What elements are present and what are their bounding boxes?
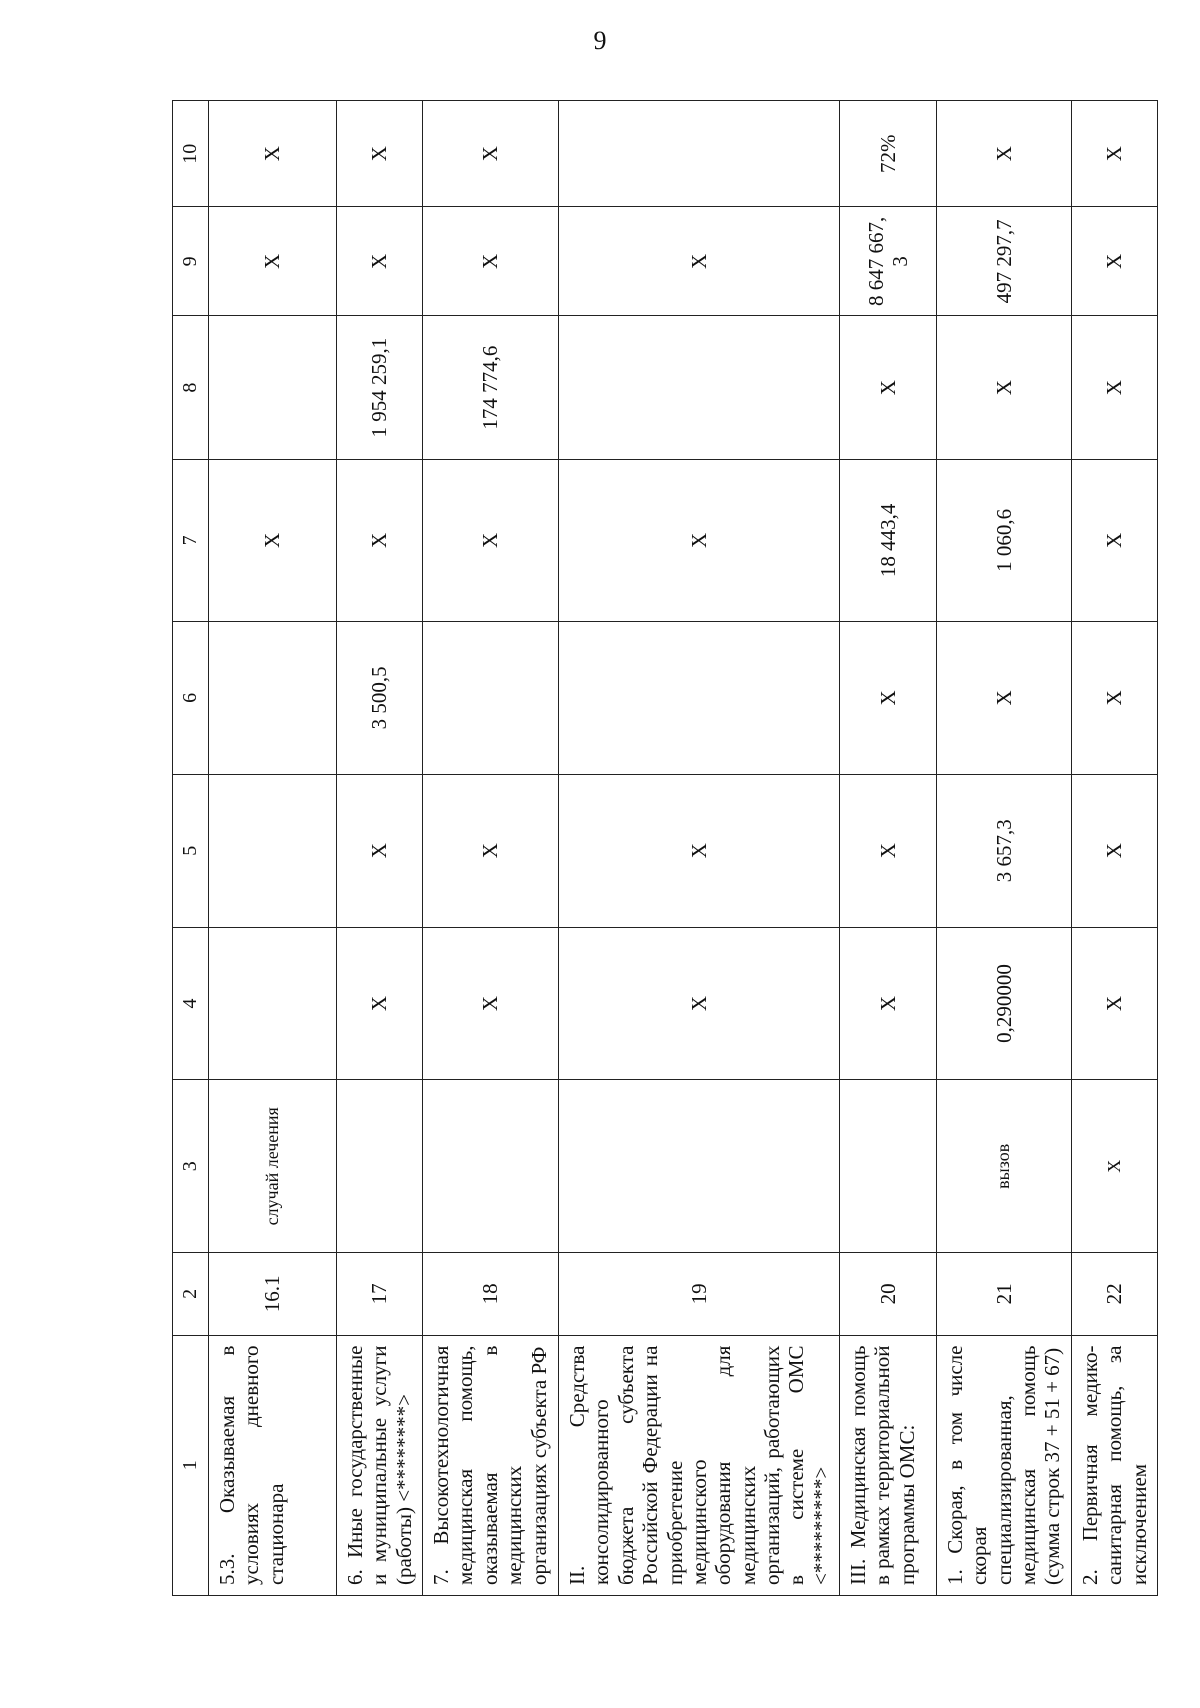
row-name: 2. Первичная медико-санитарная помощь, за исключением [1071, 1335, 1157, 1595]
column-number: 6 [173, 621, 209, 774]
cell: Х [559, 927, 840, 1080]
column-number: 1 [173, 1335, 209, 1595]
cell: Х [1071, 459, 1157, 621]
table-row [559, 101, 840, 1596]
row-line-number: 20 [840, 1253, 937, 1335]
cell [209, 316, 337, 460]
cell: Х [559, 207, 840, 316]
cell: Х [1071, 207, 1157, 316]
table-row [209, 101, 337, 1596]
cell [209, 774, 337, 927]
table-row [937, 101, 1072, 1596]
cell: Х [423, 459, 559, 621]
cell: Х [1071, 927, 1157, 1080]
cell: Х [1071, 316, 1157, 460]
row-unit [337, 1080, 423, 1253]
row-line-number: 22 [1071, 1253, 1157, 1335]
cell [559, 316, 840, 460]
column-number: 8 [173, 316, 209, 460]
row-name: 7. Высокотехнологичная медицинская помощь, оказываемая в медицинских организациях субъекта РФ [423, 1335, 559, 1595]
row-name: 1. Скорая, в том числе скорая специализированная, медицинская помощь (сумма строк 37 + 51 + 67) [937, 1335, 1072, 1595]
cell: Х [423, 774, 559, 927]
cell: Х [423, 207, 559, 316]
row-line-number: 18 [423, 1253, 559, 1335]
cell: Х [937, 316, 1072, 460]
row-unit: вызов [937, 1080, 1072, 1253]
cell [209, 927, 337, 1080]
column-number: 9 [173, 207, 209, 316]
cell [559, 621, 840, 774]
cell [423, 621, 559, 774]
row-unit [423, 1080, 559, 1253]
cell: 497 297,7 [937, 207, 1072, 316]
cell: Х [337, 927, 423, 1080]
column-number: 10 [173, 101, 209, 207]
column-number: 7 [173, 459, 209, 621]
row-unit: случай лечения [209, 1080, 337, 1253]
row-name: III. Медицинская помощь в рамках территориальной программы ОМС: [840, 1335, 937, 1595]
column-number-row [173, 101, 209, 1596]
cell: Х [937, 101, 1072, 207]
cell: Х [559, 774, 840, 927]
row-line-number: 17 [337, 1253, 423, 1335]
row-line-number: 21 [937, 1253, 1072, 1335]
cell: Х [423, 101, 559, 207]
cell: Х [337, 101, 423, 207]
row-name: II. Средства консолидированного бюджета субъекта Российской Федерации на приобретение медицинского оборудования для медицинских организаций, работающих в системе ОМС <*********> [559, 1335, 840, 1595]
cell: Х [209, 101, 337, 207]
cell: Х [840, 774, 937, 927]
cell [559, 101, 840, 207]
cell: Х [1071, 774, 1157, 927]
row-line-number: 16.1 [209, 1253, 337, 1335]
row-name: 5.3. Оказываемая в условиях дневного стационара [209, 1335, 337, 1595]
cell: 18 443,4 [840, 459, 937, 621]
cell: Х [423, 927, 559, 1080]
table-row [337, 101, 423, 1596]
cell: Х [1071, 101, 1157, 207]
table-row [423, 101, 559, 1596]
cell: Х [337, 774, 423, 927]
cell: 3 500,5 [337, 621, 423, 774]
column-number: 4 [173, 927, 209, 1080]
cell: Х [209, 207, 337, 316]
cell: Х [209, 459, 337, 621]
cell: 1 954 259,1 [337, 316, 423, 460]
cell: 0,290000 [937, 927, 1072, 1080]
table-row [840, 101, 937, 1596]
cell: Х [337, 207, 423, 316]
column-number: 3 [173, 1080, 209, 1253]
row-unit [559, 1080, 840, 1253]
row-name: 6. Иные государственные и муниципальные услуги (работы) <********> [337, 1335, 423, 1595]
row-line-number: 19 [559, 1253, 840, 1335]
cell: 174 774,6 [423, 316, 559, 460]
cell: Х [559, 459, 840, 621]
cell: Х [840, 927, 937, 1080]
cell: Х [337, 459, 423, 621]
table-row [1071, 101, 1157, 1596]
cell: 72% [840, 101, 937, 207]
rotated-table-wrapper [172, 100, 1151, 1596]
cell: 8 647 667, 3 [840, 207, 937, 316]
column-number: 2 [173, 1253, 209, 1335]
cell: 3 657,3 [937, 774, 1072, 927]
cell: Х [1071, 621, 1157, 774]
cell: Х [840, 316, 937, 460]
data-table [172, 100, 1158, 1596]
column-number: 5 [173, 774, 209, 927]
row-unit [840, 1080, 937, 1253]
row-unit: Х [1071, 1080, 1157, 1253]
cell: Х [840, 621, 937, 774]
cell [209, 621, 337, 774]
cell: 1 060,6 [937, 459, 1072, 621]
page-number: 9 [593, 26, 607, 55]
cell: Х [937, 621, 1072, 774]
